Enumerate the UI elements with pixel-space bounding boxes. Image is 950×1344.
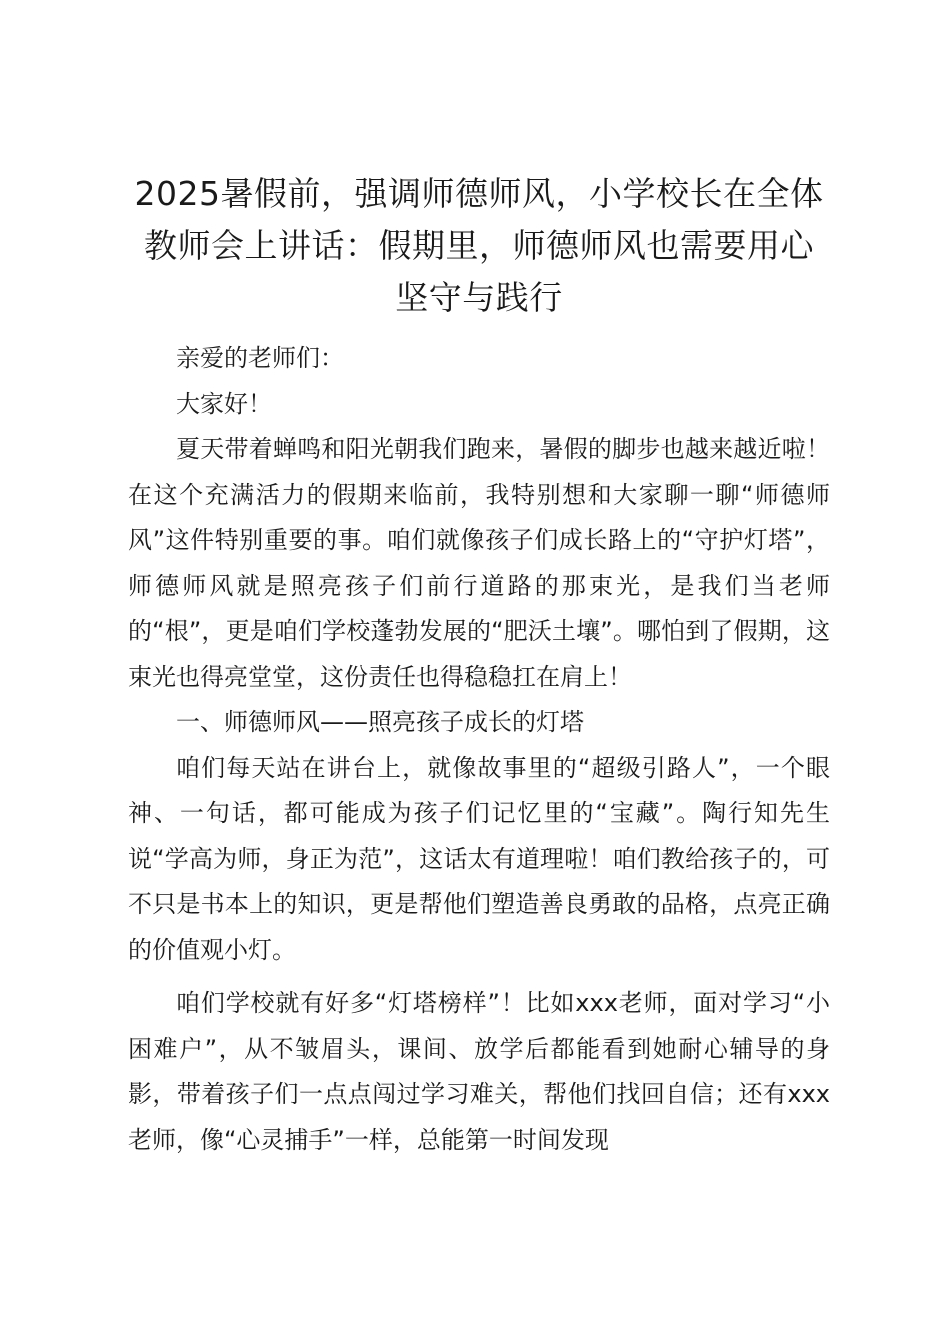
- section-heading-1: 一、师德师风——照亮孩子成长的灯塔: [176, 708, 584, 736]
- greeting: 大家好！: [176, 389, 272, 418]
- section-1-paragraph-2: 咱们学校就有好多“灯塔榜样”！比如xxx老师，面对学习“小困难户”，从不皱眉头，课间、放学后都能看到她耐心辅导的身影，带着孩子们一点点闯过学习难关，帮他们找回自信；还有xxx老师，像“心灵捕手”一样，总能第一时间发现: [128, 989, 830, 1154]
- salutation: 亲爱的老师们：: [176, 344, 344, 372]
- document-title: 2025暑假前，强调师德师风，小学校长在全体教师会上讲话：假期里，师德师风也需要用心坚守与践行: [134, 174, 824, 317]
- section-1-paragraph-1: 咱们每天站在讲台上，就像故事里的“超级引路人”，一个眼神、一句话，都可能成为孩子们记忆里的“宝藏”。陶行知先生说“学高为师，身正为范”，这话太有道理啦！咱们教给孩子的，可不只是书本上的知识，更是帮他们塑造善良勇敢的品格，点亮正确的价值观小灯。: [128, 753, 830, 964]
- document-body: [128, 168, 830, 1163]
- intro-paragraph: 夏天带着蝉鸣和阳光朝我们跑来，暑假的脚步也越来越近啦！在这个充满活力的假期来临前，我特别想和大家聊一聊“师德师风”这件特别重要的事。咱们就像孩子们成长路上的“守护灯塔”，师德师风就是照亮孩子们前行道路的那束光，是我们当老师的“根”，更是咱们学校蓬勃发展的“肥沃土壤”。哪怕到了假期，这束光也得亮堂堂，这份责任也得稳稳扛在肩上！: [128, 435, 830, 691]
